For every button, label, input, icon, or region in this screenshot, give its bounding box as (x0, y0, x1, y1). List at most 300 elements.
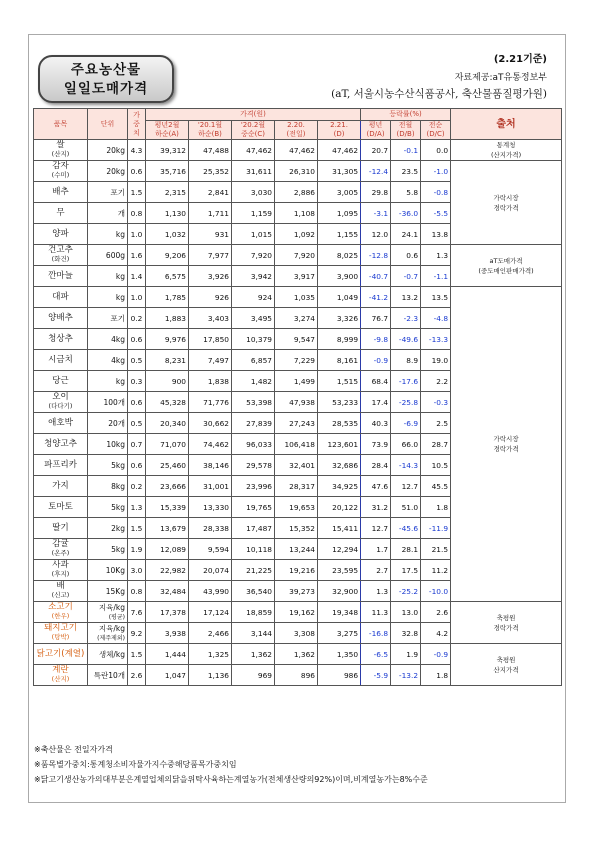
rate-rb: 24.1 (391, 224, 421, 245)
rate-ra: 2.7 (361, 560, 391, 581)
price-prev-day: 47,462 (275, 140, 318, 161)
price-normal-year: 45,328 (146, 392, 189, 413)
source-cell: 가락시장 경락가격 (451, 287, 562, 602)
price-today: 1,515 (318, 371, 361, 392)
rate-rc: -13.3 (421, 329, 451, 350)
price-prev-day: 3,308 (275, 623, 318, 644)
price-mid-month: 3,942 (232, 266, 275, 287)
price-last-month: 28,338 (189, 518, 232, 539)
rate-rc: -0.3 (421, 392, 451, 413)
weight-cell: 3.0 (128, 560, 146, 581)
unit-cell: 포기 (88, 308, 128, 329)
price-normal-year: 32,484 (146, 581, 189, 602)
rate-rc: -0.9 (421, 644, 451, 665)
rate-ra: 1.3 (361, 581, 391, 602)
unit-cell: 600g (88, 245, 128, 266)
rate-ra: 11.3 (361, 602, 391, 623)
price-prev-day: 19,653 (275, 497, 318, 518)
price-prev-day: 7,229 (275, 350, 318, 371)
price-mid-month: 10,118 (232, 539, 275, 560)
header-col: 2.21. (D) (318, 121, 361, 140)
price-today: 15,411 (318, 518, 361, 539)
price-last-month: 20,074 (189, 560, 232, 581)
weight-cell: 9.2 (128, 623, 146, 644)
rate-ra: -3.1 (361, 203, 391, 224)
rate-rb: -36.0 (391, 203, 421, 224)
item-name: 오이 (다다기) (34, 392, 88, 413)
header-source: 출처 (451, 109, 562, 140)
rate-ra: 31.2 (361, 497, 391, 518)
price-last-month: 926 (189, 287, 232, 308)
rate-ra: -12.8 (361, 245, 391, 266)
weight-cell: 1.3 (128, 497, 146, 518)
price-last-month: 74,462 (189, 434, 232, 455)
weight-cell: 1.6 (128, 245, 146, 266)
rate-rb: 32.8 (391, 623, 421, 644)
rate-ra: 29.8 (361, 182, 391, 203)
price-today: 3,005 (318, 182, 361, 203)
price-normal-year: 8,231 (146, 350, 189, 371)
item-name: 청상추 (34, 329, 88, 350)
rate-rb: 13.2 (391, 287, 421, 308)
price-mid-month: 10,379 (232, 329, 275, 350)
price-last-month: 17,850 (189, 329, 232, 350)
price-mid-month: 18,859 (232, 602, 275, 623)
price-prev-day: 19,162 (275, 602, 318, 623)
item-name: 청양고추 (34, 434, 88, 455)
rate-ra: 47.6 (361, 476, 391, 497)
weight-cell: 0.7 (128, 434, 146, 455)
header-price-group: 가격(원) (146, 109, 361, 121)
price-today: 8,999 (318, 329, 361, 350)
unit-cell: 특란10개 (88, 665, 128, 686)
price-last-month: 71,776 (189, 392, 232, 413)
weight-cell: 1.9 (128, 539, 146, 560)
price-normal-year: 12,089 (146, 539, 189, 560)
rate-rc: -0.8 (421, 182, 451, 203)
price-last-month: 1,136 (189, 665, 232, 686)
rate-rc: -1.0 (421, 161, 451, 182)
item-name: 딸기 (34, 518, 88, 539)
price-prev-day: 1,362 (275, 644, 318, 665)
header-weight: 가중치 (128, 109, 146, 140)
weight-cell: 0.6 (128, 329, 146, 350)
rate-rb: 17.5 (391, 560, 421, 581)
unit-cell: 20kg (88, 140, 128, 161)
rate-rc: -4.8 (421, 308, 451, 329)
price-prev-day: 106,418 (275, 434, 318, 455)
price-prev-day: 1,035 (275, 287, 318, 308)
unit-cell: 5kg (88, 539, 128, 560)
price-prev-day: 2,886 (275, 182, 318, 203)
price-normal-year: 2,315 (146, 182, 189, 203)
data-sources: (aT, 서울시농수산식품공사, 축산물품질평가원) (331, 88, 547, 100)
unit-cell: 100개 (88, 392, 128, 413)
unit-cell: 10Kg (88, 560, 128, 581)
price-mid-month: 3,144 (232, 623, 275, 644)
weight-cell: 0.8 (128, 203, 146, 224)
price-today: 53,233 (318, 392, 361, 413)
price-normal-year: 9,206 (146, 245, 189, 266)
price-normal-year: 25,460 (146, 455, 189, 476)
header-col: 전월 (D/B) (391, 121, 421, 140)
rate-rb: -17.6 (391, 371, 421, 392)
price-today: 3,326 (318, 308, 361, 329)
data-provider: 자료제공:aT유통정보부 (454, 73, 547, 83)
price-normal-year: 20,340 (146, 413, 189, 434)
item-name: 사과 (후지) (34, 560, 88, 581)
price-today: 1,155 (318, 224, 361, 245)
footnote: ※축산물은 전일자가격 (34, 745, 113, 754)
weight-cell: 0.5 (128, 350, 146, 371)
price-last-month: 2,841 (189, 182, 232, 203)
rate-rb: 66.0 (391, 434, 421, 455)
unit-cell: 5kg (88, 455, 128, 476)
rate-rc: 13.5 (421, 287, 451, 308)
weight-cell: 1.0 (128, 287, 146, 308)
weight-cell: 1.0 (128, 224, 146, 245)
rate-rc: 4.2 (421, 623, 451, 644)
rate-rb: 5.8 (391, 182, 421, 203)
price-mid-month: 1,482 (232, 371, 275, 392)
rate-ra: 73.9 (361, 434, 391, 455)
unit-cell: 개 (88, 203, 128, 224)
price-last-month: 38,146 (189, 455, 232, 476)
price-normal-year: 1,785 (146, 287, 189, 308)
rate-rc: 19.0 (421, 350, 451, 371)
weight-cell: 7.6 (128, 602, 146, 623)
source-cell: 축평원 경락가격 (451, 602, 562, 644)
rate-rc: 11.2 (421, 560, 451, 581)
price-mid-month: 924 (232, 287, 275, 308)
price-mid-month: 31,611 (232, 161, 275, 182)
price-prev-day: 3,917 (275, 266, 318, 287)
price-last-month: 2,466 (189, 623, 232, 644)
item-name: 깐마늘 (34, 266, 88, 287)
weight-cell: 1.5 (128, 644, 146, 665)
price-mid-month: 3,030 (232, 182, 275, 203)
unit-cell: 2kg (88, 518, 128, 539)
weight-cell: 1.4 (128, 266, 146, 287)
price-mid-month: 23,996 (232, 476, 275, 497)
price-last-month: 17,124 (189, 602, 232, 623)
price-prev-day: 7,920 (275, 245, 318, 266)
rate-rc: 2.6 (421, 602, 451, 623)
unit-cell: kg (88, 287, 128, 308)
item-name: 양파 (34, 224, 88, 245)
price-prev-day: 15,352 (275, 518, 318, 539)
header-col: '20.1월 하순(B) (189, 121, 232, 140)
price-today: 3,275 (318, 623, 361, 644)
title-line1: 주요농산물 (70, 62, 142, 78)
table-row (34, 644, 562, 665)
price-prev-day: 47,938 (275, 392, 318, 413)
source-cell: 통계청 (산지가격) (451, 140, 562, 161)
price-prev-day: 896 (275, 665, 318, 686)
rate-ra: 76.7 (361, 308, 391, 329)
price-prev-day: 39,273 (275, 581, 318, 602)
weight-cell: 0.2 (128, 308, 146, 329)
price-last-month: 25,352 (189, 161, 232, 182)
unit-cell: 생체/kg (88, 644, 128, 665)
rate-rb: 13.0 (391, 602, 421, 623)
item-name: 돼지고기 (탕박) (34, 623, 88, 644)
weight-cell: 0.6 (128, 161, 146, 182)
weight-cell: 0.5 (128, 413, 146, 434)
item-name: 당근 (34, 371, 88, 392)
rate-rc: 10.5 (421, 455, 451, 476)
price-normal-year: 1,130 (146, 203, 189, 224)
header-col: 평년 (D/A) (361, 121, 391, 140)
table-row (34, 161, 562, 182)
item-name: 무 (34, 203, 88, 224)
rate-rc: 1.8 (421, 665, 451, 686)
price-mid-month: 27,839 (232, 413, 275, 434)
price-mid-month: 29,578 (232, 455, 275, 476)
weight-cell: 0.8 (128, 581, 146, 602)
unit-cell: 지육/kg (평균) (88, 602, 128, 623)
table-row (34, 140, 562, 161)
unit-cell: 20개 (88, 413, 128, 434)
rate-ra: 12.7 (361, 518, 391, 539)
item-name: 배 (신고) (34, 581, 88, 602)
footnote: ※닭고기생산농가의대부분은계열업체의닭을위탁사육하는계열농가(전체생산량의92%)이며,비계열농가는8%수준 (34, 775, 428, 784)
price-last-month: 3,403 (189, 308, 232, 329)
price-mid-month: 21,225 (232, 560, 275, 581)
price-prev-day: 27,243 (275, 413, 318, 434)
price-mid-month: 19,765 (232, 497, 275, 518)
source-cell: 축평원 산지가격 (451, 644, 562, 686)
price-last-month: 3,926 (189, 266, 232, 287)
rate-rb: -13.2 (391, 665, 421, 686)
price-last-month: 931 (189, 224, 232, 245)
rate-rc: 21.5 (421, 539, 451, 560)
rate-rb: -0.1 (391, 140, 421, 161)
price-prev-day: 1,108 (275, 203, 318, 224)
unit-cell: 포기 (88, 182, 128, 203)
rate-ra: -12.4 (361, 161, 391, 182)
item-name: 파프리카 (34, 455, 88, 476)
weight-cell: 1.5 (128, 518, 146, 539)
title-line2: 일일도매가격 (63, 81, 149, 97)
item-name: 시금치 (34, 350, 88, 371)
rate-ra: 17.4 (361, 392, 391, 413)
table-row (34, 287, 562, 308)
rate-ra: -5.9 (361, 665, 391, 686)
item-name: 애호박 (34, 413, 88, 434)
price-last-month: 31,001 (189, 476, 232, 497)
unit-cell: 15Kg (88, 581, 128, 602)
price-last-month: 43,990 (189, 581, 232, 602)
rate-ra: -0.9 (361, 350, 391, 371)
header-col: '20.2월 중순(C) (232, 121, 275, 140)
weight-cell: 2.6 (128, 665, 146, 686)
price-normal-year: 13,679 (146, 518, 189, 539)
header-unit: 단위 (88, 109, 128, 140)
price-today: 123,601 (318, 434, 361, 455)
header-col: 2.20. (전일) (275, 121, 318, 140)
unit-cell: 10kg (88, 434, 128, 455)
weight-cell: 1.5 (128, 182, 146, 203)
rate-rb: 28.1 (391, 539, 421, 560)
price-mid-month: 969 (232, 665, 275, 686)
price-last-month: 13,330 (189, 497, 232, 518)
rate-ra: 1.7 (361, 539, 391, 560)
price-normal-year: 3,938 (146, 623, 189, 644)
price-last-month: 7,977 (189, 245, 232, 266)
price-prev-day: 19,216 (275, 560, 318, 581)
price-mid-month: 1,159 (232, 203, 275, 224)
price-normal-year: 1,883 (146, 308, 189, 329)
price-normal-year: 15,339 (146, 497, 189, 518)
rate-ra: 68.4 (361, 371, 391, 392)
source-cell: 가락시장 경락가격 (451, 161, 562, 245)
price-today: 12,294 (318, 539, 361, 560)
price-normal-year: 22,982 (146, 560, 189, 581)
rate-rb: 1.9 (391, 644, 421, 665)
rate-ra: -41.2 (361, 287, 391, 308)
rate-ra: -16.8 (361, 623, 391, 644)
unit-cell: 5kg (88, 497, 128, 518)
reference-date: (2.21기준) (493, 54, 547, 65)
price-normal-year: 71,070 (146, 434, 189, 455)
footnote: ※품목별가중치:통계청소비자물가지수중해당품목가중치임 (34, 760, 237, 769)
price-mid-month: 1,362 (232, 644, 275, 665)
price-last-month: 47,488 (189, 140, 232, 161)
price-today: 20,122 (318, 497, 361, 518)
item-name: 닭고기(계열) (34, 644, 88, 665)
weight-cell: 0.3 (128, 371, 146, 392)
price-last-month: 1,838 (189, 371, 232, 392)
price-normal-year: 1,032 (146, 224, 189, 245)
price-table (33, 108, 562, 686)
price-today: 23,595 (318, 560, 361, 581)
title-badge (38, 55, 174, 103)
weight-cell: 0.2 (128, 476, 146, 497)
price-prev-day: 3,274 (275, 308, 318, 329)
price-today: 8,025 (318, 245, 361, 266)
price-mid-month: 47,462 (232, 140, 275, 161)
price-today: 19,348 (318, 602, 361, 623)
price-normal-year: 35,716 (146, 161, 189, 182)
price-prev-day: 32,401 (275, 455, 318, 476)
unit-cell: 8kg (88, 476, 128, 497)
rate-ra: -40.7 (361, 266, 391, 287)
header-col: 평년2월 하순(A) (146, 121, 189, 140)
rate-rb: 23.5 (391, 161, 421, 182)
table-row (34, 245, 562, 266)
rate-rc: 1.8 (421, 497, 451, 518)
weight-cell: 0.6 (128, 455, 146, 476)
price-mid-month: 6,857 (232, 350, 275, 371)
rate-rb: -45.6 (391, 518, 421, 539)
price-prev-day: 1,092 (275, 224, 318, 245)
price-prev-day: 28,317 (275, 476, 318, 497)
weight-cell: 4.3 (128, 140, 146, 161)
rate-rb: 8.9 (391, 350, 421, 371)
price-mid-month: 53,398 (232, 392, 275, 413)
rate-rb: -25.2 (391, 581, 421, 602)
rate-rb: -2.3 (391, 308, 421, 329)
footnotes (34, 742, 428, 787)
price-last-month: 7,497 (189, 350, 232, 371)
price-today: 1,095 (318, 203, 361, 224)
item-name: 감귤 (온주) (34, 539, 88, 560)
item-name: 대파 (34, 287, 88, 308)
price-today: 8,161 (318, 350, 361, 371)
price-last-month: 9,594 (189, 539, 232, 560)
unit-cell: kg (88, 266, 128, 287)
rate-rb: -25.8 (391, 392, 421, 413)
price-prev-day: 9,547 (275, 329, 318, 350)
price-normal-year: 17,378 (146, 602, 189, 623)
rate-rc: 28.7 (421, 434, 451, 455)
rate-rc: -10.0 (421, 581, 451, 602)
price-today: 34,925 (318, 476, 361, 497)
price-normal-year: 39,312 (146, 140, 189, 161)
rate-rb: 0.6 (391, 245, 421, 266)
unit-cell: kg (88, 371, 128, 392)
unit-cell: kg (88, 224, 128, 245)
rate-rc: 2.2 (421, 371, 451, 392)
item-name: 쌀 (산지) (34, 140, 88, 161)
rate-rc: -1.1 (421, 266, 451, 287)
price-normal-year: 1,444 (146, 644, 189, 665)
unit-cell: 20kg (88, 161, 128, 182)
header-rate-group: 등락률(%) (361, 109, 451, 121)
price-today: 1,049 (318, 287, 361, 308)
rate-rb: 12.7 (391, 476, 421, 497)
price-mid-month: 1,015 (232, 224, 275, 245)
item-name: 토마토 (34, 497, 88, 518)
price-prev-day: 13,244 (275, 539, 318, 560)
rate-rb: -14.3 (391, 455, 421, 476)
price-normal-year: 6,575 (146, 266, 189, 287)
price-normal-year: 23,666 (146, 476, 189, 497)
price-mid-month: 7,920 (232, 245, 275, 266)
rate-rc: 2.5 (421, 413, 451, 434)
price-normal-year: 900 (146, 371, 189, 392)
header-item: 품목 (34, 109, 88, 140)
price-mid-month: 17,487 (232, 518, 275, 539)
rate-rb: -0.7 (391, 266, 421, 287)
price-today: 986 (318, 665, 361, 686)
rate-ra: -9.8 (361, 329, 391, 350)
price-today: 32,900 (318, 581, 361, 602)
rate-rc: 1.3 (421, 245, 451, 266)
price-prev-day: 1,499 (275, 371, 318, 392)
rate-rc: 13.8 (421, 224, 451, 245)
rate-rc: 0.0 (421, 140, 451, 161)
price-today: 3,900 (318, 266, 361, 287)
price-today: 1,350 (318, 644, 361, 665)
price-mid-month: 36,540 (232, 581, 275, 602)
unit-cell: 4kg (88, 329, 128, 350)
item-name: 감자 (수미) (34, 161, 88, 182)
rate-rc: -11.9 (421, 518, 451, 539)
header-col: 전순 (D/C) (421, 121, 451, 140)
price-mid-month: 3,495 (232, 308, 275, 329)
price-normal-year: 1,047 (146, 665, 189, 686)
price-last-month: 1,711 (189, 203, 232, 224)
price-last-month: 30,662 (189, 413, 232, 434)
price-today: 28,535 (318, 413, 361, 434)
rate-rb: -6.9 (391, 413, 421, 434)
price-normal-year: 9,976 (146, 329, 189, 350)
item-name: 계란 (산지) (34, 665, 88, 686)
item-name: 배추 (34, 182, 88, 203)
rate-ra: 28.4 (361, 455, 391, 476)
